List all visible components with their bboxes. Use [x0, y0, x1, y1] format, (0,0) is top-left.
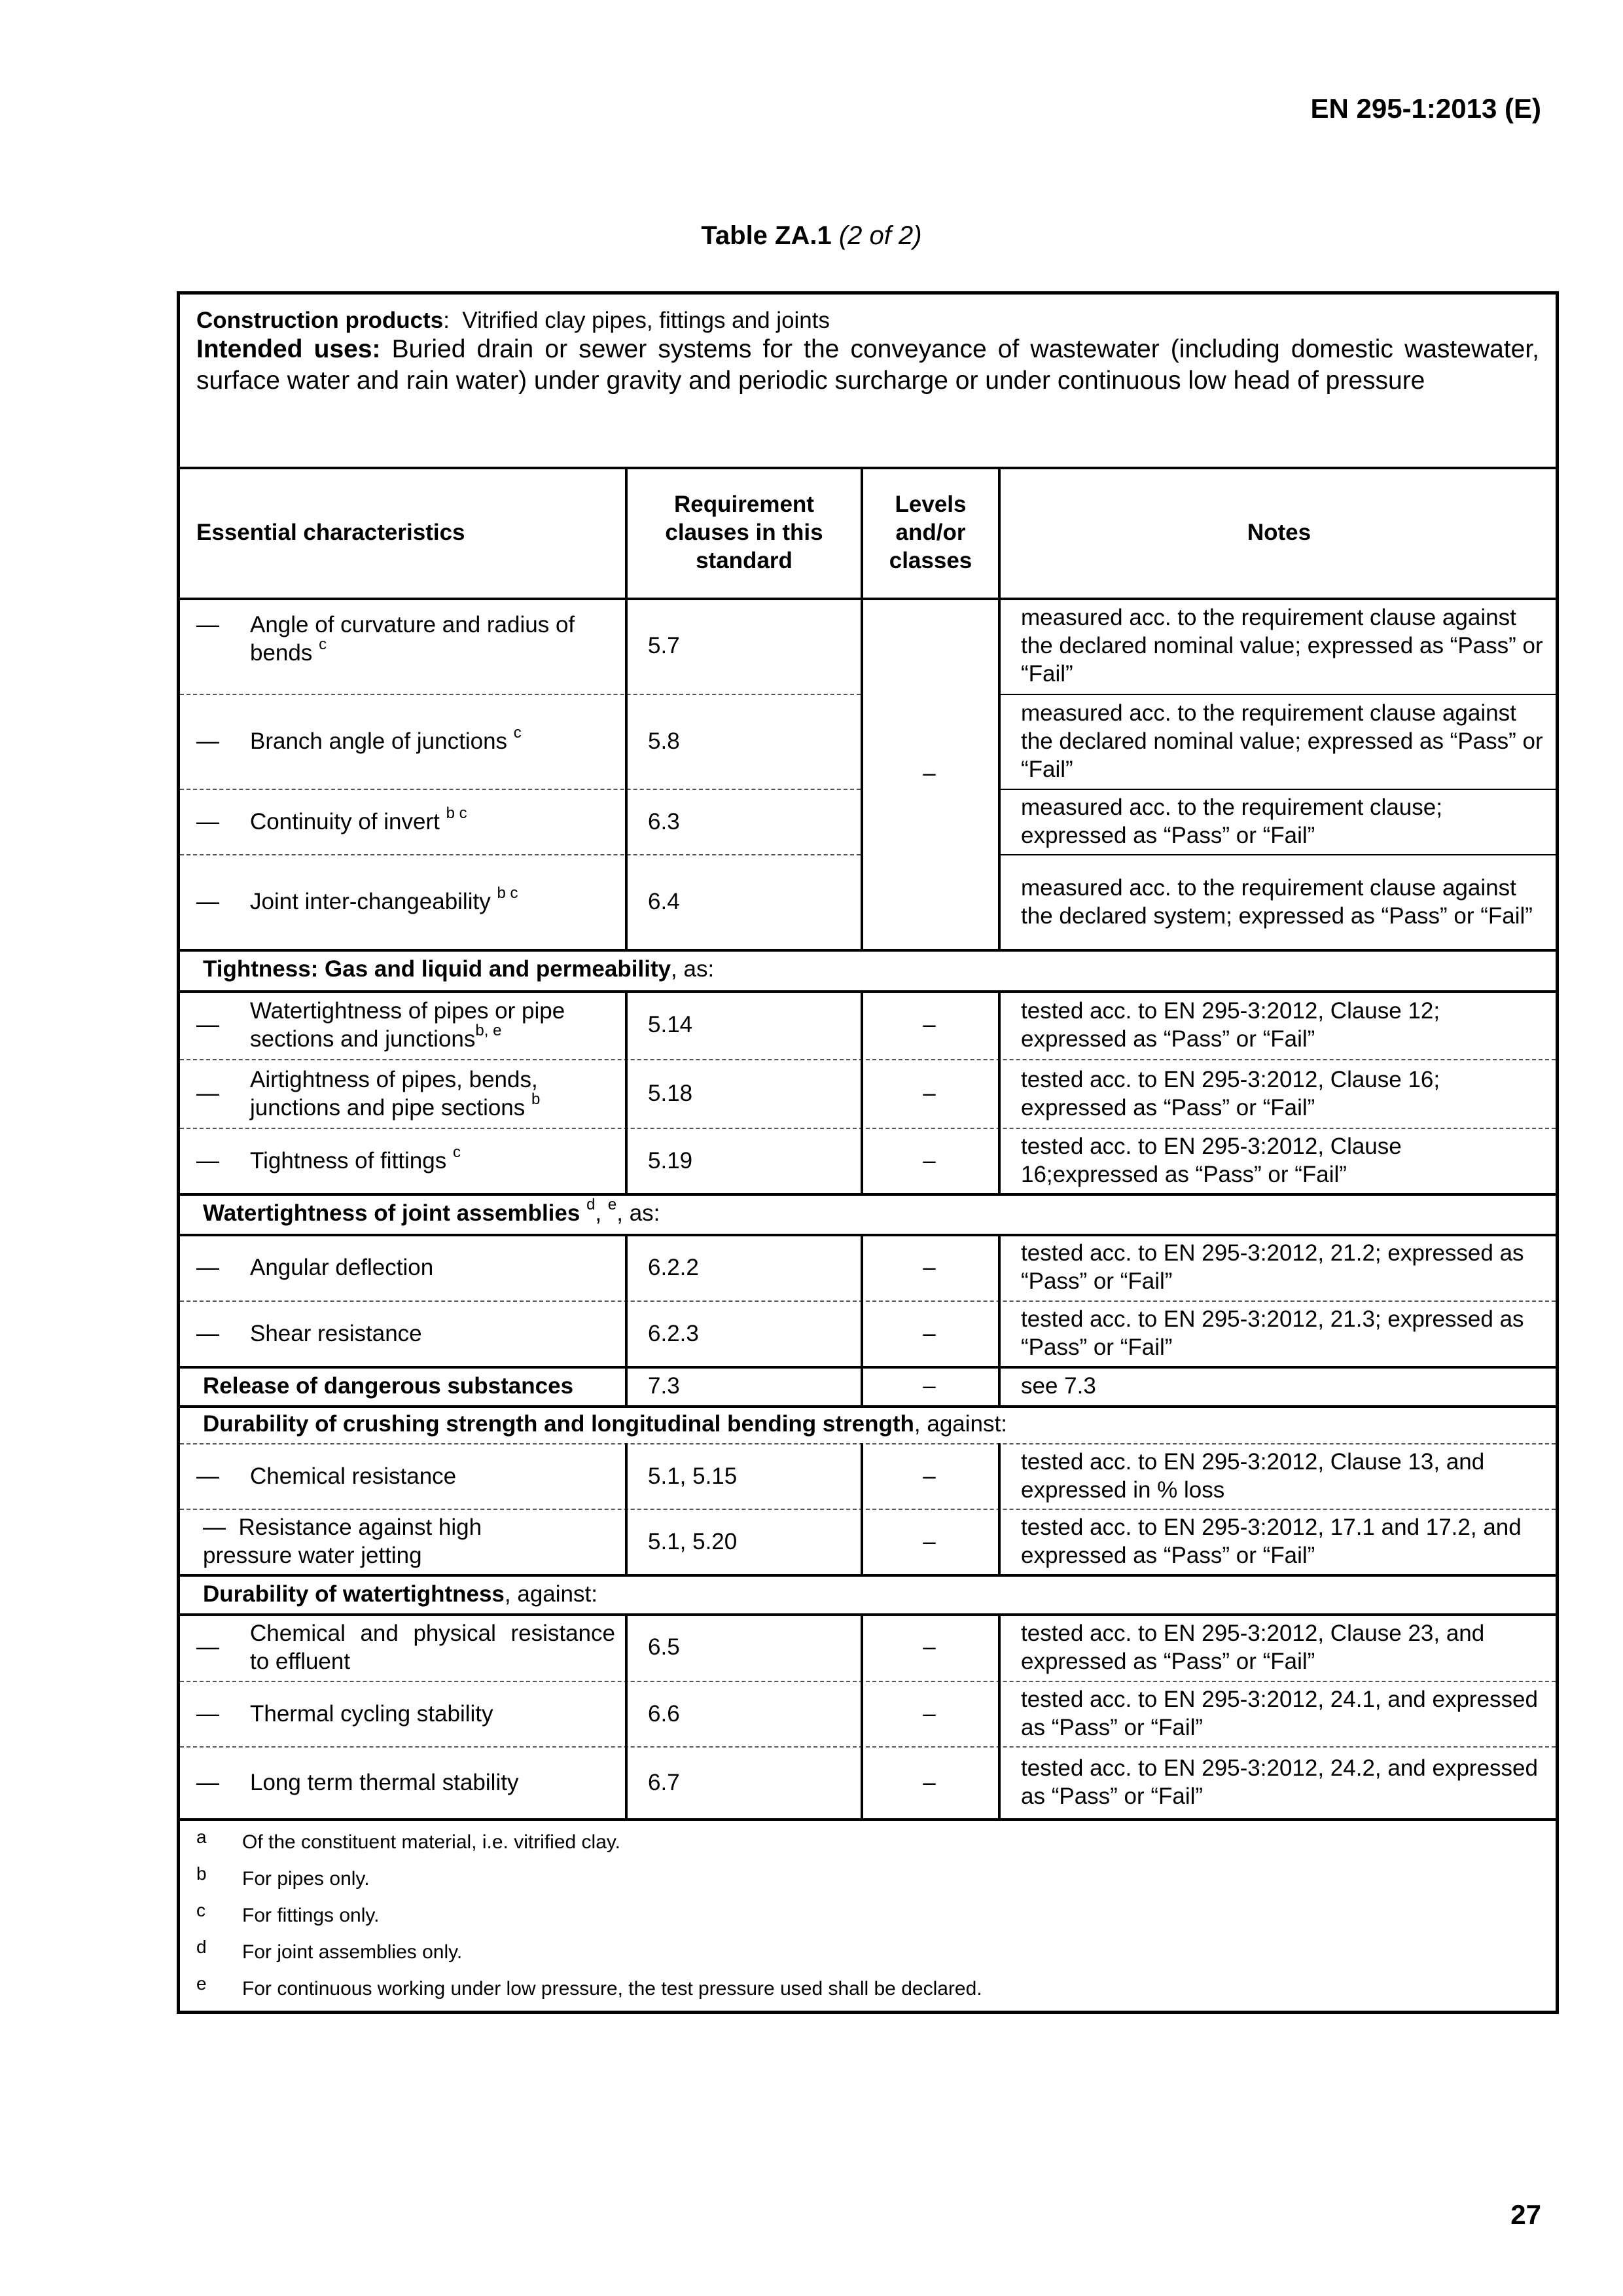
rule: [180, 1574, 1556, 1577]
table-row-label: — Watertightness of pipes or pipe sections and junctions$^{b, e}$: [196, 997, 565, 1052]
intended-uses-label: Intended uses:: [196, 335, 381, 363]
table-row-clause: 5.1, 5.20: [648, 1528, 738, 1554]
table-row-level: –: [923, 1700, 936, 1727]
table-row-note: tested acc. to EN 295-3:2012, Clause 16; expressed as “Pass” or “Fail”: [1021, 1066, 1440, 1121]
document-code: EN 295-1:2013 (E): [1310, 93, 1541, 124]
construction-products-row: Construction products: Vitrified clay pipes, fittings and joints: [196, 308, 830, 333]
table-row-level: –: [923, 1254, 936, 1280]
section-durability-crushing: Durability of crushing strength and longitudinal bending strength, against:: [203, 1411, 1007, 1437]
column-header-requirement: Requirement clauses in this standard: [665, 491, 823, 573]
table-title: [0, 221, 1623, 251]
construction-products-value: Vitrified clay pipes, fittings and joints: [462, 308, 830, 333]
section-joint-watertightness: Watertightness of joint assemblies $^d$, $^e$, as:: [203, 1196, 660, 1226]
table-row-level: –: [923, 1372, 936, 1399]
table-row-clause: 6.4: [648, 889, 680, 914]
table-row-note: tested acc. to EN 295-3:2012, 21.3; expressed as “Pass” or “Fail”: [1021, 1306, 1524, 1360]
table-row-level: –: [923, 1769, 936, 1795]
footnote: a Of the constituent material, i.e. vitrified clay.: [196, 1827, 621, 1853]
table-row-note: tested acc. to EN 295-3:2012, 17.1 and 17.2, and expressed as “Pass” or “Fail”: [1021, 1515, 1522, 1568]
table-row-level: –: [923, 1081, 936, 1106]
column-rule: [625, 1613, 628, 1818]
table-row-level: –: [923, 1320, 936, 1346]
column-header-essential: Essential characteristics: [196, 519, 465, 545]
table-row-note: measured acc. to the requirement clause; expressed as “Pass” or “Fail”: [1021, 795, 1442, 848]
section-tightness: Tightness: Gas and liquid and permeability, as:: [203, 956, 715, 982]
table-row-level: –: [923, 1528, 936, 1554]
table-row-clause: 5.1, 5.15: [648, 1463, 738, 1489]
table-row-label: — Branch angle of junctions $^c$: [196, 724, 522, 754]
table-row-clause: 5.7: [648, 633, 680, 658]
table-row-note: tested acc. to EN 295-3:2012, Clause 23, and expressed as “Pass” or “Fail”: [1021, 1620, 1485, 1674]
column-rule: [998, 1234, 1001, 1405]
page-number: 27: [1510, 2199, 1541, 2230]
table-row-clause: 6.7: [648, 1769, 680, 1795]
table-row-clause: 6.5: [648, 1634, 680, 1660]
footnote: d For joint assemblies only.: [196, 1937, 463, 1963]
table-row-label: — Shear resistance: [196, 1320, 422, 1346]
rule: [180, 1818, 1556, 1821]
table-row-level: –: [923, 1147, 936, 1174]
table-row-clause: 6.6: [648, 1700, 680, 1727]
table-row-clause: 5.8: [648, 728, 680, 754]
column-header-levels: Levels and/or classes: [889, 491, 972, 573]
levels-merged: –: [923, 761, 936, 786]
column-rule: [998, 1443, 1001, 1574]
table-row-clause: 7.3: [648, 1372, 680, 1399]
table-row-clause: 6.3: [648, 808, 680, 834]
table-row-level: –: [923, 1463, 936, 1489]
table-row-clause: 5.18: [648, 1081, 693, 1106]
table-row-note: measured acc. to the requirement clause against the declared nominal value; expressed as “Pass” or “Fail”: [1021, 700, 1543, 782]
table-row-note: measured acc. to the requirement clause against the declared system; expressed as “Pass” or “Fail”: [1021, 874, 1533, 929]
table-row-label: — Thermal cycling stability: [196, 1700, 493, 1727]
table-row-note: measured acc. to the requirement clause against the declared nominal value; expressed as “Pass” or “Fail”: [1021, 605, 1543, 687]
table-row-note: see 7.3: [1021, 1372, 1096, 1399]
rule: [180, 1193, 1556, 1196]
table-row-clause: 5.14: [648, 1012, 693, 1037]
table-row-clause: 6.2.2: [648, 1254, 699, 1280]
intended-uses-value: Buried drain or sewer systems for the conveyance of wastewater (including domestic wastewater, surface water and rain water) under gravity and periodic surcharge or under continuous low head of pressure: [196, 335, 1539, 395]
column-rule: [625, 1443, 628, 1574]
table-row-note: tested acc. to EN 295-3:2012, 24.2, and expressed as “Pass” or “Fail”: [1021, 1755, 1538, 1809]
footnote: c For fittings only.: [196, 1900, 380, 1926]
table-row-label-bold: Release of dangerous substances: [203, 1372, 574, 1399]
table-row-label: — Resistance against high pressure water jetting: [203, 1515, 482, 1568]
column-rule: [998, 1613, 1001, 1818]
table-row-note: tested acc. to EN 295-3:2012, Clause 12; expressed as “Pass” or “Fail”: [1021, 997, 1440, 1052]
table-row-label: — Long term thermal stability: [196, 1769, 519, 1795]
footnote: e For continuous working under low pressure, the test pressure used shall be declared.: [196, 1973, 982, 2000]
table-row-clause: 5.19: [648, 1147, 693, 1174]
table-row-label: — Continuity of invert $^{b c}$: [196, 804, 467, 834]
footnote: b For pipes only.: [196, 1863, 370, 1890]
table-row-level: –: [923, 1012, 936, 1037]
column-header-notes: Notes: [1247, 519, 1311, 545]
table-row-level: –: [923, 1634, 936, 1660]
table-row-label: — Angular deflection: [196, 1254, 434, 1280]
column-rule: [625, 990, 628, 1193]
construction-products-label: Construction products: [196, 308, 444, 333]
rule: [180, 949, 1556, 952]
table-row-note: tested acc. to EN 295-3:2012, Clause 13, and expressed in % loss: [1021, 1449, 1485, 1503]
rule: [180, 1405, 1556, 1408]
column-rule: [998, 990, 1001, 1193]
table-row-label: — Angle of curvature and radius of bends $^c$: [196, 612, 575, 666]
table-za1: [177, 291, 1559, 2014]
table-row-note: tested acc. to EN 295-3:2012, Clause 16;expressed as “Pass” or “Fail”: [1021, 1134, 1402, 1187]
table-title-main: Table ZA.1: [701, 221, 832, 250]
table-row-label: — Chemical resistance: [196, 1463, 457, 1489]
table-row-label: — Tightness of fittings $^c$: [196, 1143, 461, 1174]
column-rule: [625, 1234, 628, 1405]
table-row-label: — Joint inter-changeability $^{b c}$: [196, 884, 518, 914]
table-row-note: tested acc. to EN 295-3:2012, 21.2; expressed as “Pass” or “Fail”: [1021, 1240, 1524, 1294]
intended-uses-row: [180, 334, 1556, 397]
table-row-note: tested acc. to EN 295-3:2012, 24.1, and expressed as “Pass” or “Fail”: [1021, 1687, 1538, 1740]
table-row-label: — Airtightness of pipes, bends, junctions and pipe sections $^b$: [196, 1066, 541, 1121]
table-row-label: — Chemical and physical resistance to effluent: [196, 1620, 615, 1674]
table-title-sub: (2 of 2): [838, 221, 922, 250]
section-durability-watertightness: Durability of watertightness, against:: [203, 1581, 597, 1607]
table-row-clause: 6.2.3: [648, 1320, 699, 1346]
